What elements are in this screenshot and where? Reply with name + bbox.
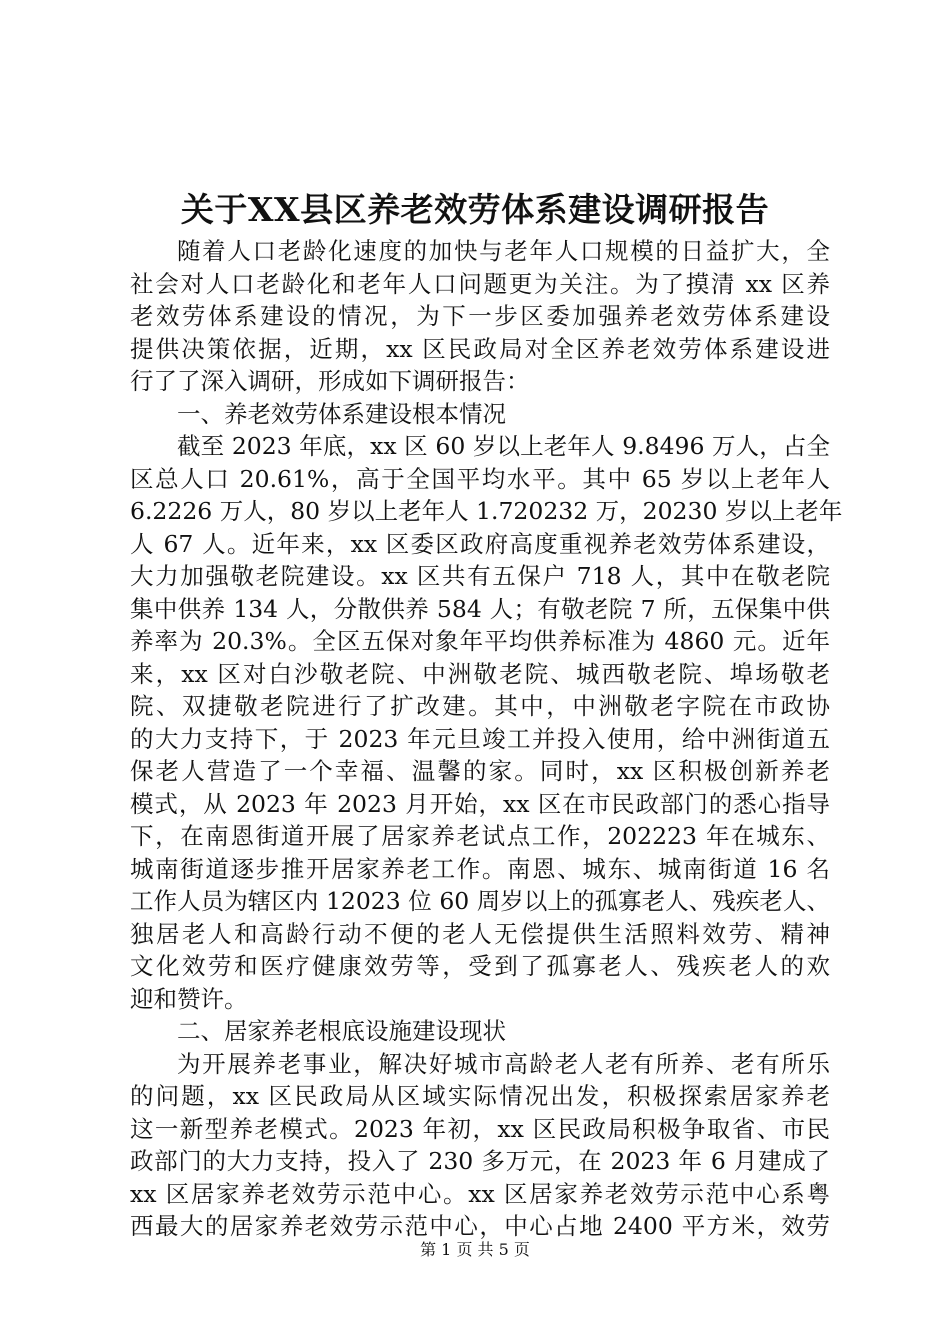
document-body bbox=[130, 235, 843, 1243]
paragraph-line: 保老人营造了一个幸福、温馨的家。同时，xx 区积极创新养老 bbox=[130, 757, 830, 785]
paragraph-line: 迎和赞许。 bbox=[130, 984, 248, 1013]
paragraph-line: 社会对人口老龄化和老年人口问题更为关注。为了摸清 xx 区养 bbox=[130, 269, 830, 298]
document-title: 关于XX县区养老效劳体系建设调研报告 bbox=[180, 190, 770, 229]
paragraph-line: 行了了深入调研，形成如下调研报告： bbox=[130, 367, 530, 395]
paragraph-line: 区总人口 20.61%，高于全国平均水平。其中 65 岁以上老年人 bbox=[130, 464, 830, 493]
paragraph-line: 截至 2023 年底，xx 区 60 岁以上老年人 9.8496 万人，占全 bbox=[177, 432, 830, 460]
section-heading: 二、居家养老根底设施建设现状 bbox=[177, 1017, 506, 1045]
paragraph-line: 独居老人和高龄行动不便的老人无偿提供生活照料效劳、精神 bbox=[130, 919, 830, 948]
paragraph-line: xx 区居家养老效劳示范中心。xx 区居家养老效劳示范中心系粤 bbox=[130, 1179, 830, 1208]
page-number-footer: 第 1 页 共 5 页 bbox=[420, 1240, 530, 1259]
paragraph-line: 大力加强敬老院建设。xx 区共有五保户 718 人，其中在敬老院 bbox=[130, 562, 830, 590]
paragraph-line: 集中供养 134 人，分散供养 584 人；有敬老院 7 所，五保集中供 bbox=[130, 594, 830, 623]
paragraph-line: 模式，从 2023 年 2023 月开始，xx 区在市民政部门的悉心指导 bbox=[130, 789, 830, 818]
paragraph-line: 提供决策依据，近期，xx 区民政局对全区养老效劳体系建设进 bbox=[130, 334, 830, 363]
paragraph-line: 的大力支持下，于 2023 年元旦竣工并投入使用，给中洲街道五 bbox=[130, 724, 830, 753]
section-heading: 一、养老效劳体系建设根本情况 bbox=[177, 399, 506, 428]
paragraph-line: 人 67 人。近年来，xx 区委区政府高度重视养老效劳体系建设， bbox=[130, 529, 830, 558]
paragraph-line: 下，在南恩街道开展了居家养老试点工作，202223 年在城东、 bbox=[130, 822, 830, 850]
paragraph-line: 养率为 20.3%。全区五保对象年平均供养标准为 4860 元。近年 bbox=[130, 627, 830, 655]
paragraph-line: 来，xx 区对白沙敬老院、中洲敬老院、城西敬老院、埠场敬老 bbox=[130, 659, 830, 688]
paragraph-line: 这一新型养老模式。2023 年初，xx 区民政局积极争取省、市民 bbox=[130, 1114, 830, 1143]
paragraph-line: 的问题，xx 区民政局从区域实际情况出发，积极探索居家养老 bbox=[130, 1082, 830, 1110]
paragraph-line: 政部门的大力支持，投入了 230 多万元，在 2023 年 6 月建成了 bbox=[130, 1147, 830, 1175]
paragraph-line: 文化效劳和医疗健康效劳等，受到了孤寡老人、残疾老人的欢 bbox=[130, 952, 830, 980]
paragraph-line: 院、双捷敬老院进行了扩改建。其中，中洲敬老字院在市政协 bbox=[130, 692, 830, 720]
paragraph-line: 老效劳体系建设的情况，为下一步区委加强养老效劳体系建设 bbox=[130, 302, 830, 330]
paragraph-line: 城南街道逐步推开居家养老工作。南恩、城东、城南街道 16 名 bbox=[130, 854, 830, 883]
paragraph-line: 6.2226 万人，80 岁以上老年人 1.720232 万，20230 岁以上老年 bbox=[130, 497, 843, 525]
paragraph-line: 西最大的居家养老效劳示范中心，中心占地 2400 平方米，效劳 bbox=[130, 1212, 830, 1240]
paragraph-line: 为开展养老事业，解决好城市高龄老人老有所养、老有所乐 bbox=[177, 1049, 830, 1078]
paragraph-line: 随着人口老龄化速度的加快与老年人口规模的日益扩大，全 bbox=[177, 237, 830, 265]
paragraph-line: 工作人员为辖区内 12023 位 60 周岁以上的孤寡老人、残疾老人、 bbox=[130, 887, 830, 915]
